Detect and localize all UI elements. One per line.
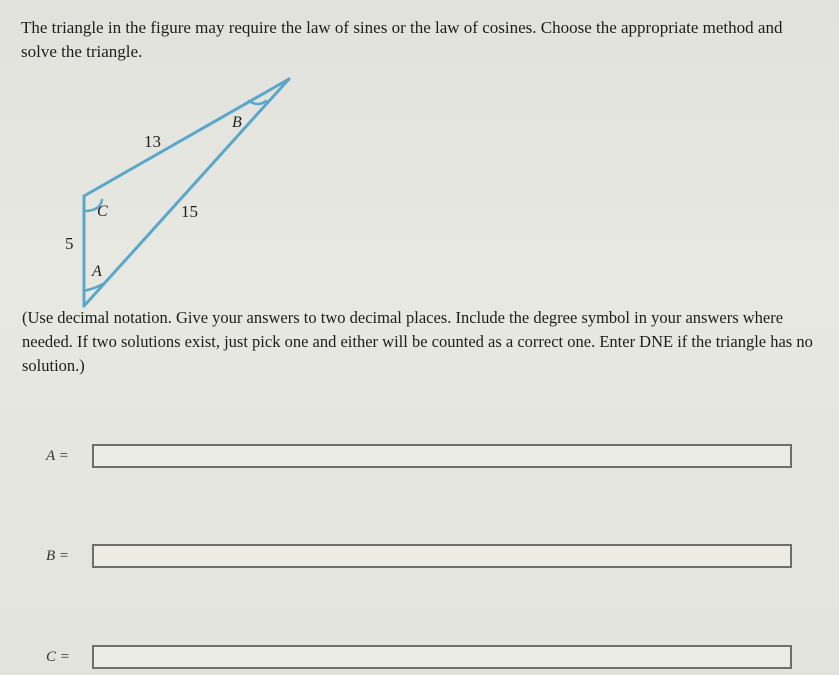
side-label-13: 13 bbox=[144, 132, 161, 151]
side-label-5: 5 bbox=[65, 234, 74, 253]
triangle-sides bbox=[84, 79, 289, 306]
angle-label-a: A bbox=[92, 263, 102, 280]
angle-label-c: C bbox=[97, 203, 108, 220]
answer-row-c bbox=[0, 645, 839, 675]
answer-input-a[interactable] bbox=[92, 444, 792, 468]
side-13 bbox=[84, 79, 289, 196]
angle-mark-b bbox=[249, 101, 266, 104]
side-label-15: 15 bbox=[181, 202, 198, 221]
answer-label-a: A = bbox=[46, 448, 69, 464]
triangle-figure bbox=[0, 0, 839, 310]
side-15 bbox=[84, 79, 289, 306]
answer-input-c[interactable] bbox=[92, 645, 792, 669]
instructions: (Use decimal notation. Give your answers to two decimal places. Include the degree symbol in your answers where needed. If two solutions exist, just pick one and either will be counted as a correct one. Enter DNE if the triangle has no solution.) bbox=[22, 308, 813, 375]
answer-label-b: B = bbox=[46, 548, 70, 564]
answer-row-a bbox=[0, 444, 839, 474]
answer-row-b bbox=[0, 544, 839, 574]
answer-label-c: C = bbox=[46, 649, 70, 665]
angle-label-b: B bbox=[232, 114, 242, 131]
problem-prompt: The triangle in the figure may require the law of sines or the law of cosines. Choose the appropriate method and solve the triangle. bbox=[21, 18, 783, 61]
answer-input-b[interactable] bbox=[92, 544, 792, 568]
